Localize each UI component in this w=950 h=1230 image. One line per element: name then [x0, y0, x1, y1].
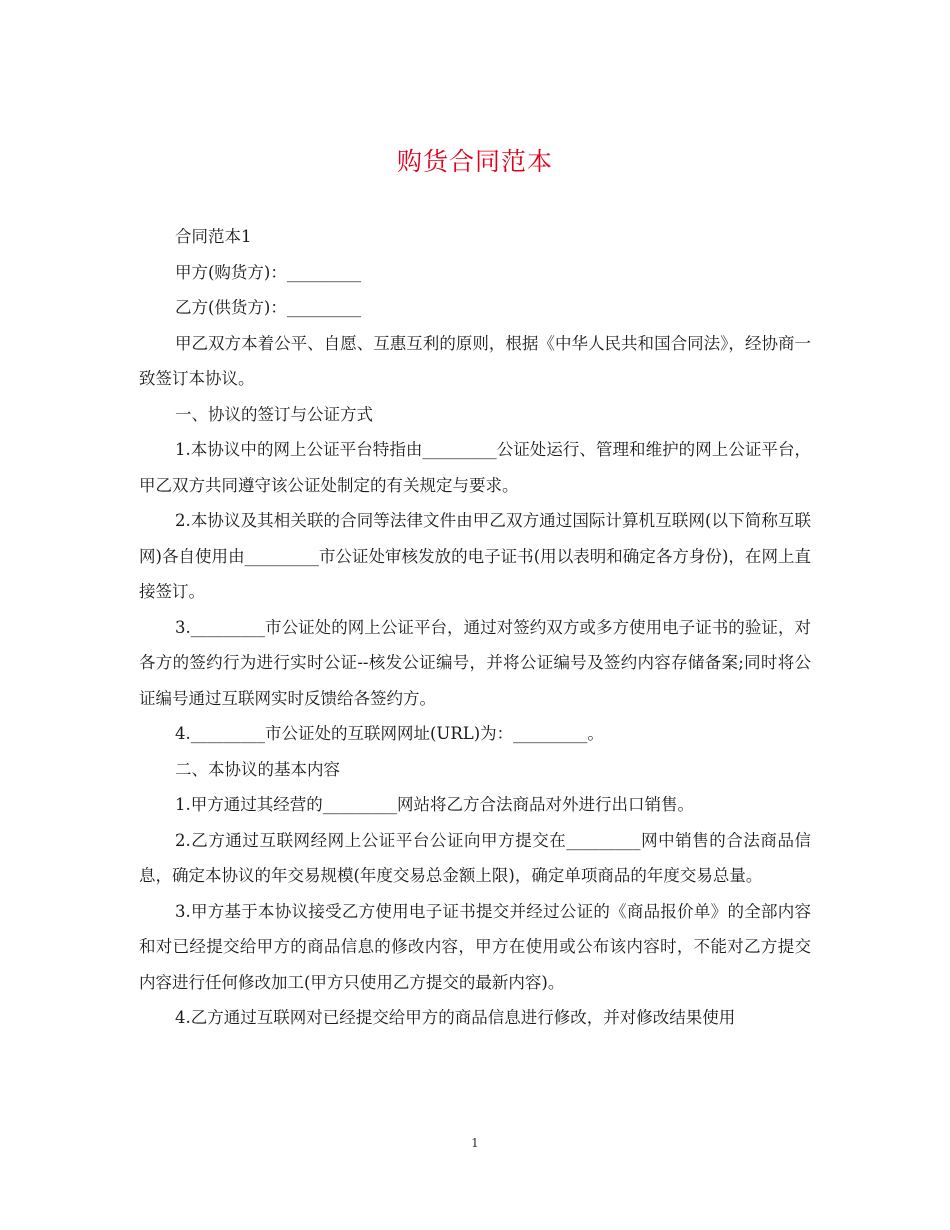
paragraph: 3._________市公证处的网上公证平台，通过对签约双方或多方使用电子证书的验证，对各方的签约行为进行实时公证--核发公证编号，并将公证编号及签约内容存储备案;同时将公证编号通过互联网实时反馈给各签约方。 — [139, 617, 811, 708]
page-number: 1 — [471, 1136, 479, 1150]
paragraph: 甲乙双方本着公平、自愿、互惠互利的原则，根据《中华人民共和国合同法》，经协商一致签订本协议。 — [139, 333, 811, 388]
paragraph: 2.乙方通过互联网经网上公证平台公证向甲方提交在_________网中销售的合法商品信息，确定本协议的年交易规模(年度交易总金额上限)，确定单项商品的年度交易总量。 — [139, 830, 811, 885]
document-body — [139, 219, 811, 1036]
paragraph: 4._________市公证处的互联网网址(URL)为：_________。 — [175, 724, 604, 743]
paragraph: 合同范本1 — [175, 227, 252, 246]
paragraph: 2.本协议及其相关联的合同等法律文件由甲乙双方通过国际计算机互联网(以下简称互联网)各自使用由_________市公证处审核发放的电子证书(用以表明和确定各方身份)，在网上直接签订。 — [139, 511, 811, 601]
paragraph: 3.甲方基于本协议接受乙方使用电子证书提交并经过公证的《商品报价单》的全部内容和对已经提交给甲方的商品信息的修改内容，甲方在使用或公布该内容时，不能对乙方提交内容进行任何修改加工(甲方只使用乙方提交的最新内容)。 — [139, 901, 811, 992]
document-title: 购货合同范本 — [396, 147, 553, 176]
section-heading: 一、协议的签订与公证方式 — [175, 404, 373, 424]
paragraph: 1.甲方通过其经营的_________网站将乙方合法商品对外进行出口销售。 — [175, 795, 694, 814]
paragraph: 1.本协议中的网上公证平台特指由_________公证处运行、管理和维护的网上公证平台，甲乙双方共同遵守该公证处制定的有关规定与要求。 — [139, 440, 811, 495]
paragraph: 4.乙方通过互联网对已经提交给甲方的商品信息进行修改，并对修改结果使用 — [175, 1008, 736, 1027]
section-heading: 二、本协议的基本内容 — [175, 759, 340, 779]
paragraph: 乙方(供货方)：_________ — [175, 298, 362, 317]
paragraph: 甲方(购货方)：_________ — [175, 262, 362, 282]
